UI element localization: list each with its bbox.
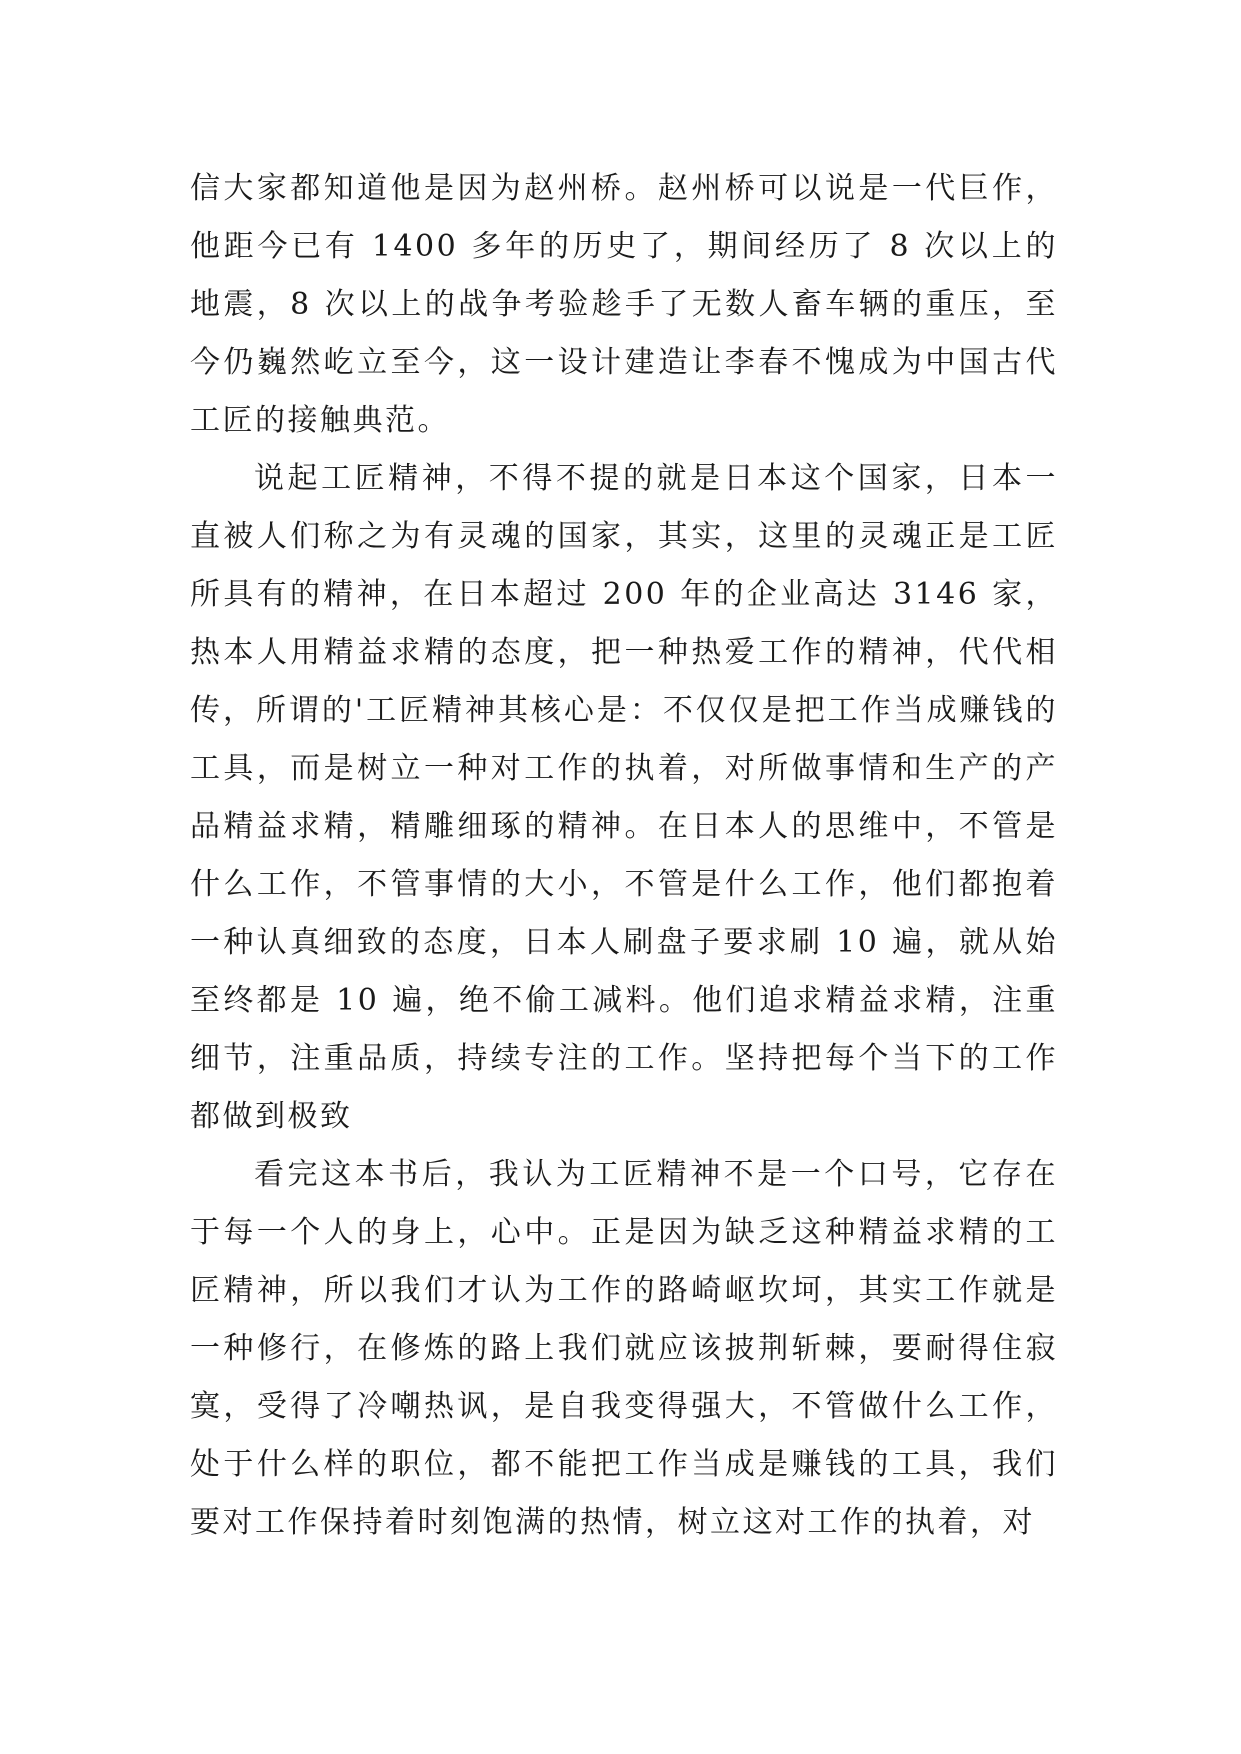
paragraph-zhaozhou-bridge: 信大家都知道他是因为赵州桥。赵州桥可以说是一代巨作，他距今已有 1400 多年的历史了，期间经历了 8 次以上的地震，8 次以上的战争考验趁手了无数人畜车辆的重压，至今仍巍然屹立至今，这一设计建造让李春不愧成为中国古代工匠的接触典范。 (190, 171, 1058, 438)
paragraph-reflection: 看完这本书后，我认为工匠精神不是一个口号，它存在于每一个人的身上，心中。正是因为缺乏这种精益求精的工匠精神，所以我们才认为工作的路崎岖坎坷，其实工作就是一种修行，在修炼的路上我们就应该披荆斩棘，要耐得住寂寞，受得了冷嘲热讽，是自我变得强大，不管做什么工作，处于什么样的职位，都不能把工作当成是赚钱的工具，我们要对工作保持着时刻饱满的热情，树立这对工作的执着，对 (190, 1157, 1058, 1540)
paragraph-japan-craftsmanship: 说起工匠精神，不得不提的就是日本这个国家，日本一直被人们称之为有灵魂的国家，其实，这里的灵魂正是工匠所具有的精神，在日本超过 200 年的企业高达 3146 家，热本人用精益求精的态度，把一种热爱工作的精神，代代相传，所谓的'工匠精神其核心是：不仅仅是把工作当成赚钱的工具，而是树立一种对工作的执着，对所做事情和生产的产品精益求精，精雕细琢的精神。在日本人的思维中，不管是什么工作，不管事情的大小，不管是什么工作，他们都抱着一种认真细致的态度，日本人刷盘子要求刷 10 遍，就从始至终都是 10 遍，绝不偷工减料。他们追求精益求精，注重细节，注重品质，持续专注的工作。坚持把每个当下的工作都做到极致 (190, 461, 1058, 1134)
document-body (190, 160, 1058, 1552)
